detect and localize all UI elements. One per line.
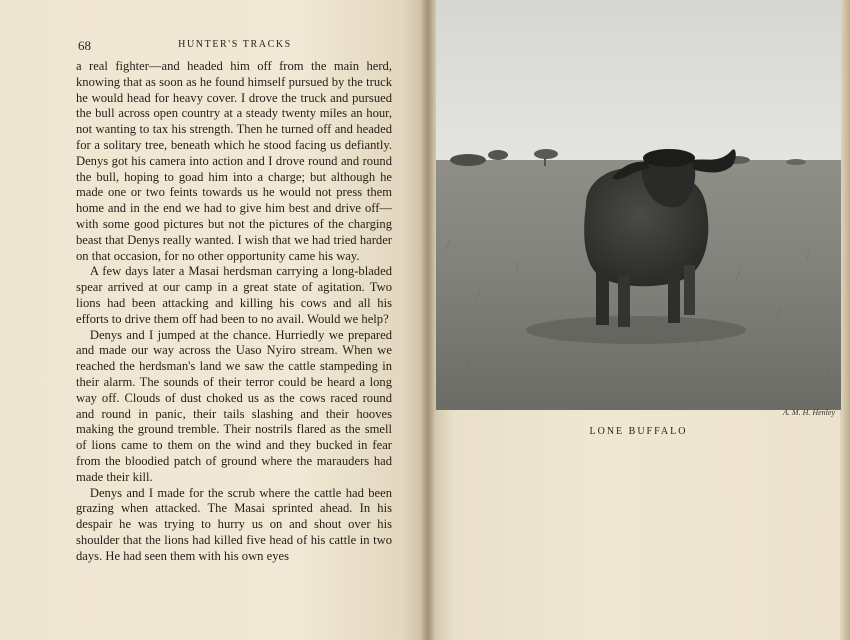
paragraph-4: Denys and I made for the scrub where the cattle had been grazing when attacked. The Masai sprinted ahead. In his despair he was trying to hurry us on and shout over his shoulder that the lions had killed five head of his cattle in two days. He had seen them with his own eyes	[76, 485, 392, 563]
body-text	[76, 59, 392, 565]
paragraph-3: Denys and I jumped at the chance. Hurriedly we prepared and made our way across the Uaso Nyiro stream. When we reached the herdsman's land we saw the cattle stampeding in their alarm. The sounds of their terror could be heard a long way off. Clouds of dust choked us as the cows raced round and round in panic, their tails slashing and their hooves making the ground tremble. Their nostrils flared as the smell of lions came to them on the wind and they bucked in fear from the bloodied patch of ground where the marauders had made their kill.	[76, 327, 392, 484]
book-gutter	[420, 0, 436, 640]
paragraph-1: a real fighter—and headed him off from the main herd, knowing that as soon as he found himself pursued by the truck he would head for heavy cover. I drove the truck and pursued the bull across open country at a steady twenty miles an hour, not wanting to tax his strength. Then he turned off and headed for a solitary tree, beneath which he stood facing us defiantly. Denys got his camera into action and I drove round and round the bull, hoping to goad him into a charge; but although he made one or two feints towards us he would not press them home and in the end we had to give him best and drive off—with some good pictures but not the pictures of the charging beast that Denys really wanted. I wish that we had tried harder on that occasion, for no other opportunity came his way.	[76, 59, 392, 263]
paragraph-2: A few days later a Masai herdsman carrying a long-bladed spear arrived at our camp in a great state of agitation. Two lions had been attacking and killing his cows and all his efforts to drive them off had been to no avail. Would we help?	[76, 264, 392, 326]
photo-credit: A. M. H. Henley	[783, 408, 835, 417]
buffalo-photograph	[436, 0, 841, 410]
running-head	[78, 38, 392, 54]
page-edge	[840, 0, 850, 640]
page-number: 68	[78, 38, 91, 53]
photo-caption: LONE BUFFALO	[589, 426, 688, 437]
running-title: HUNTER'S TRACKS	[178, 39, 292, 50]
buffalo-image	[436, 0, 841, 410]
